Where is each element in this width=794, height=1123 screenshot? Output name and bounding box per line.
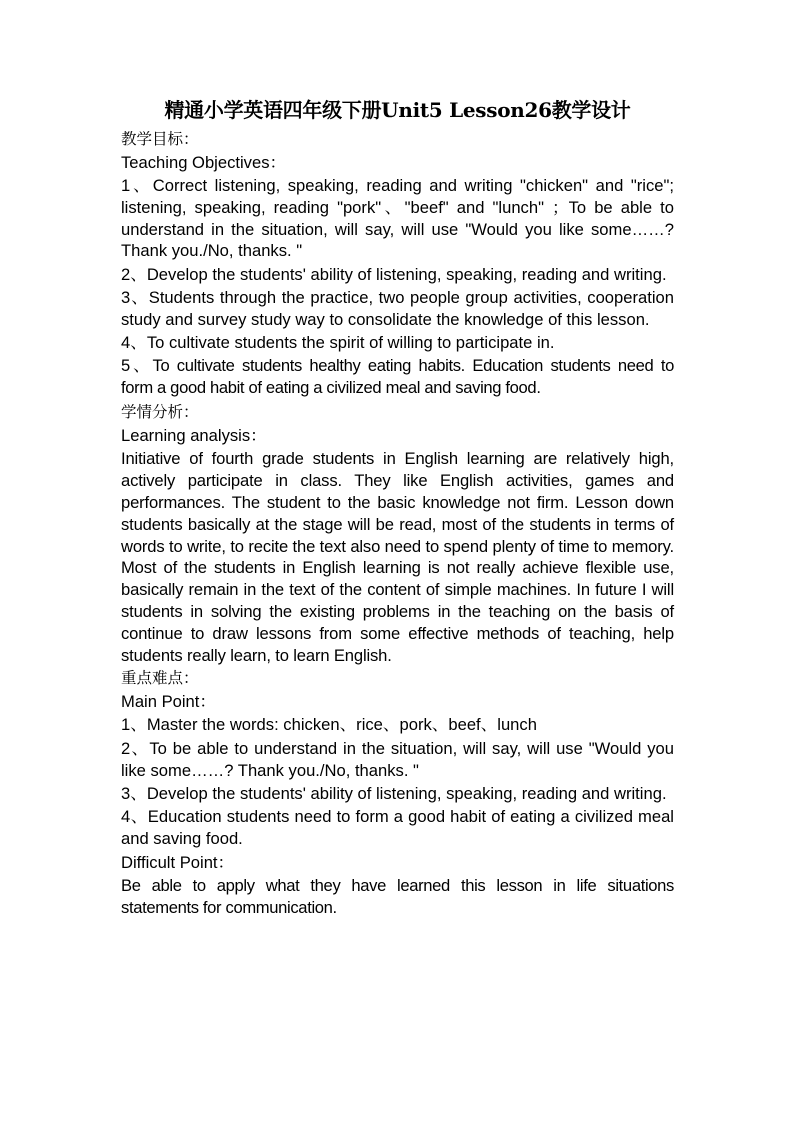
document-title: 精通小学英语四年级下册Unit5 Lesson26教学设计 [164, 98, 631, 122]
analysis-body: Initiative of fourth grade students in English learning are relatively high, actively participate in class. They like English activities, games and performances. The student to the basic knowledge not firm. Lesson down students basically at the stage will be read, most of the students in terms of words to write, to recite the text also need to spend plenty of time to memory. Most of the students in English learning is not really achieve flexible use, basically remain in the text of the content of simple machines. In future I will students in solving the existing problems in the teaching on the basis of continue to draw lessons from some effective methods of teaching, help students really learn, to learn English. [121, 449, 674, 665]
key-points-cn-heading: 重点难点： [121, 669, 199, 688]
objective-item: 3、Students through the practice, two people group activities, cooperation study and survey study way to consolidate the knowledge of this lesson. [121, 287, 674, 329]
main-point-item: 1、Master the words: chicken、rice、pork、beef、lunch [121, 715, 537, 735]
key-points-section [121, 666, 674, 918]
main-point-item: 2、To be able to understand in the situation, will say, will use "Would you like some……? Thank you./No, thanks. " [121, 738, 674, 780]
main-point-item: 3、Develop the students' ability of listening, speaking, reading and writing. [121, 783, 667, 803]
objective-item: 2、Develop the students' ability of listening, speaking, reading and writing. [121, 264, 667, 284]
document-page [121, 96, 674, 920]
objectives-en-heading: Teaching Objectives： [121, 153, 287, 172]
objectives-cn-heading: 教学目标： [121, 130, 199, 148]
difficult-point-body: Be able to apply what they have learned this lesson in life situations statements for communication. [121, 876, 674, 918]
objective-item: 4、To cultivate students the spirit of willing to participate in. [121, 333, 555, 353]
objective-item: 1、Correct listening, speaking, reading and writing "chicken" and "rice"; listening, speaking, reading "pork"、"beef" and "lunch" ；To be able to understand in the situation, will say, will use "Would you like some……? Thank you./No, thanks. " [121, 176, 674, 261]
difficult-point-heading: Difficult Point： [121, 853, 235, 873]
analysis-cn-heading: 学情分析： [121, 403, 199, 422]
objective-item: 5、To cultivate students healthy eating habits. Education students need to form a good habit of eating a civilized meal and saving food. [121, 356, 674, 398]
teaching-objectives-section [121, 127, 674, 399]
main-point-item: 4、Education students need to form a good habit of eating a civilized meal and saving food. [121, 807, 674, 848]
learning-analysis-section [121, 400, 674, 666]
analysis-en-heading: Learning analysis： [121, 426, 267, 446]
main-point-heading: Main Point： [121, 692, 216, 712]
